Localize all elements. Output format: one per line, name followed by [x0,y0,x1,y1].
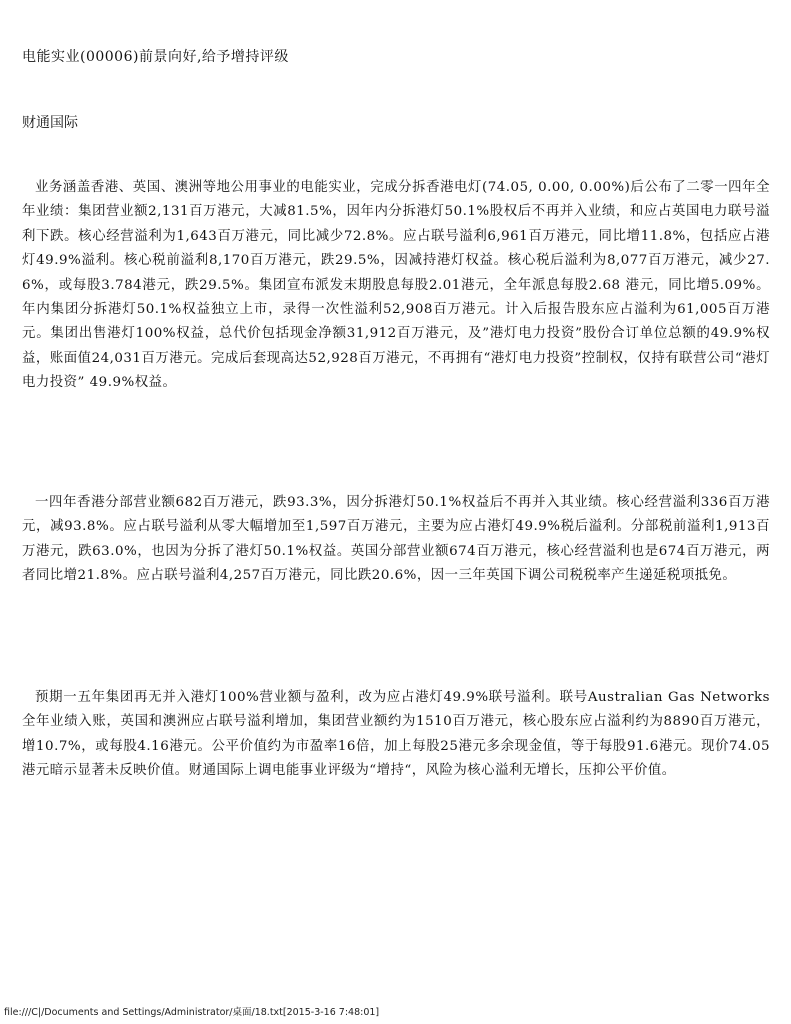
file-path-footer: file:///C|/Documents and Settings/Administrator/桌面/18.txt[2015-3-16 7:48:01] [4,1007,380,1018]
article-source: 财通国际 [22,115,78,131]
article-paragraph-1: 业务涵盖香港、英国、澳洲等地公用事业的电能实业，完成分拆香港电灯(74.05, 0.00, 0.00%)后公布了二零一四年全年业绩：集团营业额2,131百万港元，大减81.5%，因年内分拆港灯50.1%股权后不再并入业绩，和应占英国电力联号溢利下跌。核心经营溢利为1,643百万港元，同比减少72.8%。应占联号溢利6,961百万港元，同比增11.8%，包括应占港灯49.9%溢利。核心税前溢利8,170百万港元，跌29.5%，因减持港灯权益。核心税后溢利为8,077百万港元，减少27.6%，或每股3.784港元，跌29.5%。集团宣布派发末期股息每股2.01港元，全年派息每股2.68 港元，同比增5.09%。年内集团分拆港灯50.1%权益独立上市，录得一次性溢利52,908百万港元。计入后报告股东应占溢利为61,005百万港元。集团出售港灯100%权益，总代价包括现金净额31,912百万港元，及”港灯电力投资”股份合订单位总额的49.9%权益，账面值24,031百万港元。完成后套现高达52,928百万港元，不再拥有“港灯电力投资”控制权，仅持有联营公司“港灯电力投资” 49.9%权益。 [22,180,770,391]
article-paragraph-3: 预期一五年集团再无并入港灯100%营业额与盈利，改为应占港灯49.9%联号溢利。联号Australian Gas Networks全年业绩入账，英国和澳洲应占联号溢利增加，集团营业额约为1510百万港元，核心股东应占溢利约为8890百万港元，增10.7%，或每股4.16港元。公平价值约为市盈率16倍，加上每股25港元多余现金值，等于每股91.6港元。现价74.05港元暗示显著未反映价值。财通国际上调电能事业评级为“增持“，风险为核心溢利无增长，压抑公平价值。 [22,690,770,779]
article-paragraph-2: 一四年香港分部营业额682百万港元，跌93.3%，因分拆港灯50.1%权益后不再并入其业绩。核心经营溢利336百万港元，减93.8%。应占联号溢利从零大幅增加至1,597百万港元，主要为应占港灯49.9%税后溢利。分部税前溢利1,913百万港元，跌63.0%，也因为分拆了港灯50.1%权益。英国分部营业额674百万港元，核心经营溢利也是674百万港元，两者同比增21.8%。应占联号溢利4,257百万港元，同比跌20.6%，因一三年英国下调公司税税率产生递延税项抵免。 [22,495,770,584]
article-title: 电能实业(00006)前景向好,给予增持评级 [22,49,289,65]
